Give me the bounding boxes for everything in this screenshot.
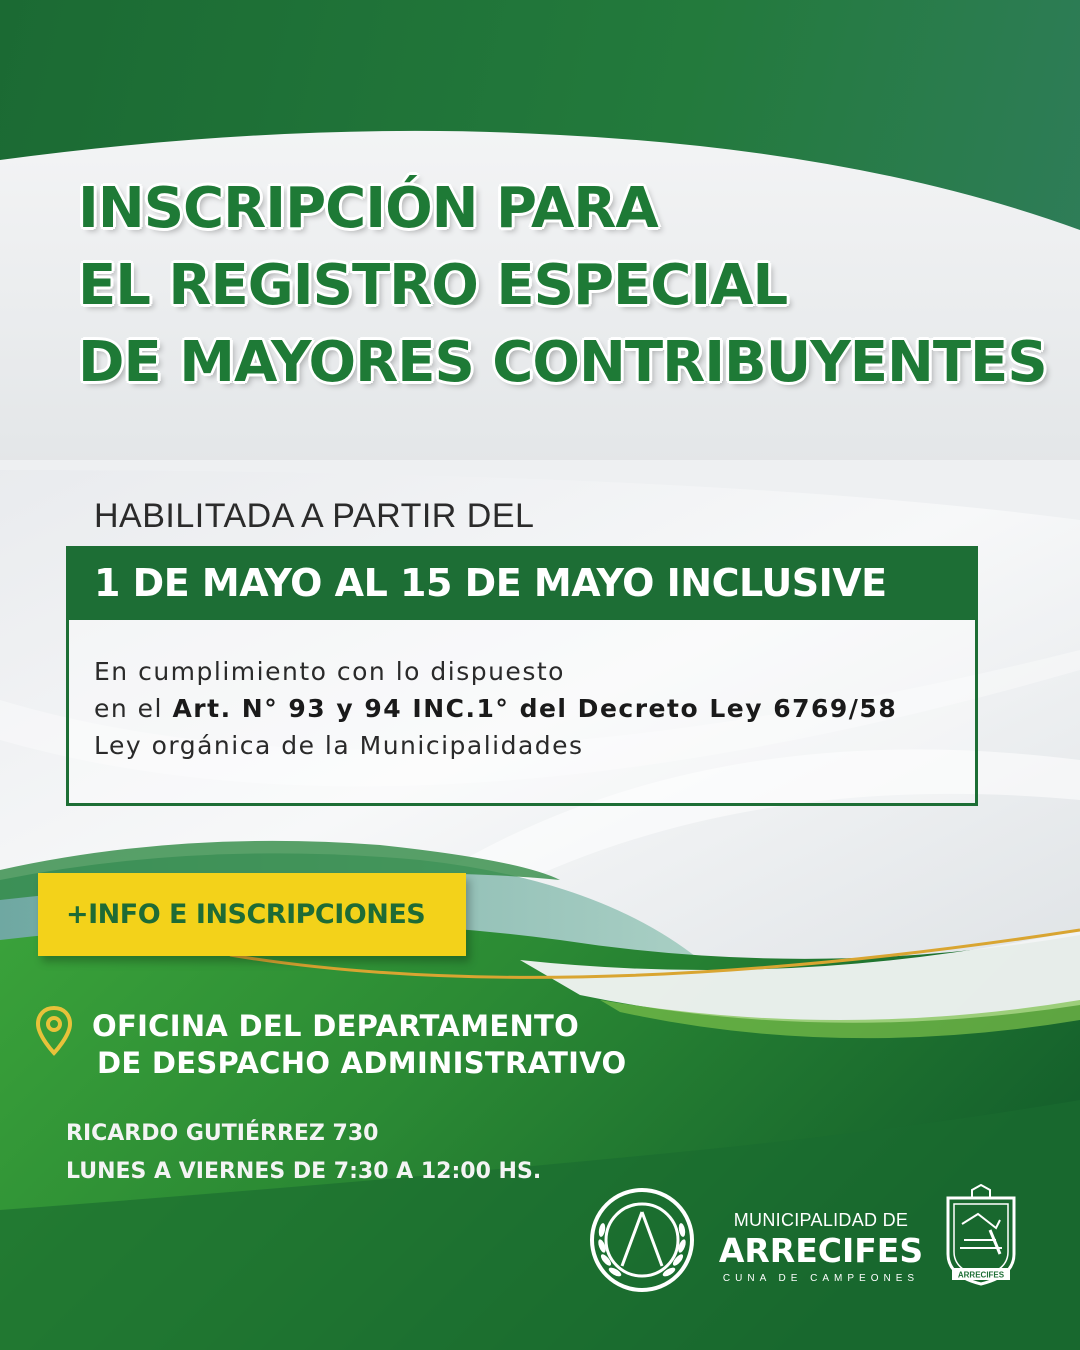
legal-text bbox=[94, 653, 974, 764]
office-name bbox=[92, 1008, 626, 1082]
municipal-emblem-icon bbox=[588, 1186, 696, 1294]
coat-of-arms-icon bbox=[938, 1184, 1024, 1288]
legal-article-reference: Art. N° 93 y 94 INC.1° del Decreto Ley 6769/58 bbox=[172, 694, 898, 723]
municipality-slogan: CUNA DE CAMPEONES bbox=[722, 1273, 920, 1284]
legal-line-3: Ley orgánica de la Municipalidades bbox=[94, 731, 584, 760]
office-line-2: DE DESPACHO ADMINISTRATIVO bbox=[97, 1046, 627, 1080]
info-tag-label: +INFO E INSCRIPCIONES bbox=[66, 899, 426, 930]
info-tag bbox=[38, 873, 466, 956]
coat-of-arms-label: ARRECIFES bbox=[957, 1270, 1005, 1280]
date-range-banner: 1 DE MAYO AL 15 DE MAYO INCLUSIVE bbox=[66, 546, 978, 620]
title-line-3: DE MAYORES CONTRIBUYENTES bbox=[78, 330, 1047, 395]
address-block bbox=[66, 1115, 541, 1191]
legal-line-1: En cumplimiento con lo dispuesto bbox=[94, 657, 565, 686]
office-hours: LUNES A VIERNES DE 7:30 A 12:00 HS. bbox=[66, 1159, 542, 1184]
legal-line-2-prefix: en el bbox=[94, 694, 173, 723]
street-address: RICARDO GUTIÉRREZ 730 bbox=[66, 1121, 379, 1146]
legal-line-2 bbox=[94, 690, 974, 727]
municipality-prefix: MUNICIPALIDAD DE bbox=[733, 1210, 909, 1230]
enabled-label: HABILITADA A PARTIR DEL bbox=[94, 497, 535, 535]
location-pin-icon bbox=[34, 1005, 74, 1057]
municipality-name: ARRECIFES bbox=[718, 1231, 924, 1270]
page-title bbox=[78, 170, 1058, 401]
title-line-1: INSCRIPCIÓN PARA bbox=[78, 176, 658, 241]
title-line-2: EL REGISTRO ESPECIAL bbox=[78, 253, 788, 318]
office-line-1: OFICINA DEL DEPARTAMENTO bbox=[92, 1009, 580, 1043]
municipality-logo-text bbox=[716, 1210, 926, 1284]
